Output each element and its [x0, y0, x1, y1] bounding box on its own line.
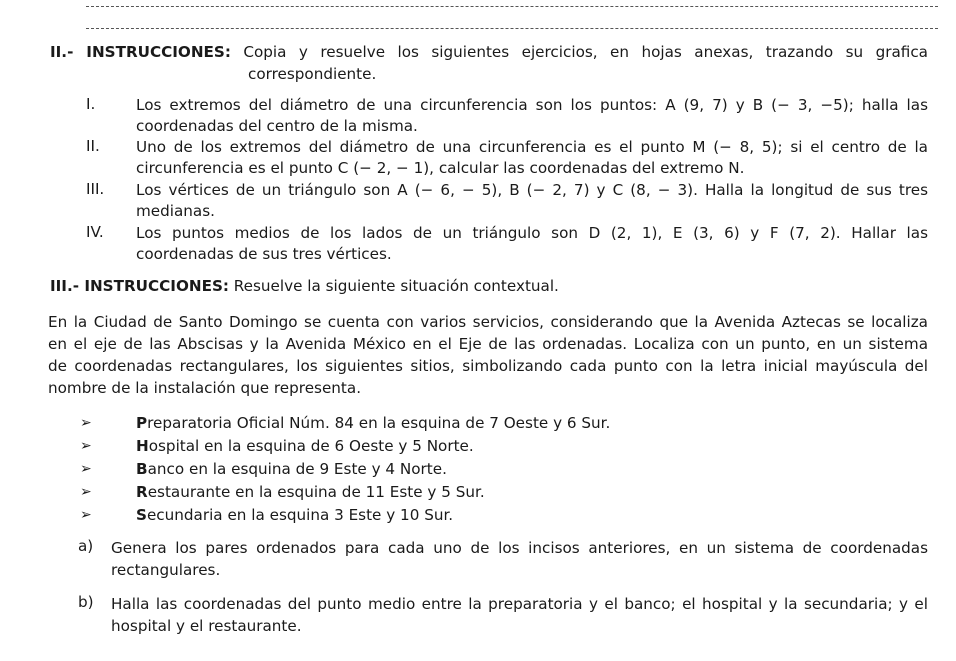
exercise-text-line1: Los extremos del diámetro de una circunferencia son los puntos: A (9, 7) y B (− 3, −5); halla las: [136, 96, 928, 114]
section3-heading: III.- INSTRUCCIONES:: [50, 277, 229, 295]
place-rest: estaurante en la esquina de 11 Este y 5 Sur.: [147, 483, 485, 501]
place-rest: ospital en la esquina de 6 Oeste y 5 Norte.: [148, 437, 474, 455]
arrow-bullet-icon: ➢: [80, 461, 92, 477]
section2-heading-line: [50, 42, 928, 63]
paragraph-line: nombre de la instalación que representa.: [48, 379, 362, 397]
exercise-text-line1: Los vértices de un triángulo son A (− 6, − 5), B (− 2, 7) y C (8, − 3). Halla la longitud de sus tres: [136, 181, 928, 199]
task-text-line2: hospital y el restaurante.: [111, 617, 302, 635]
paragraph-line: en el eje de las Abscisas y la Avenida México en el Eje de las ordenadas. Localiza con un punto, en un sistema: [48, 335, 928, 353]
task-text-line2: rectangulares.: [111, 561, 221, 579]
task-label: a): [78, 537, 94, 555]
exercise-text-line2: coordenadas del centro de la misma.: [136, 117, 418, 135]
exercise-numeral: II.: [86, 137, 100, 155]
paragraph-line: de coordenadas rectangulares, los siguientes sitios, simbolizando cada punto con la letra inicial mayúscula del: [48, 357, 928, 375]
section3-heading-line: [50, 276, 559, 297]
exercise-numeral: IV.: [86, 223, 104, 241]
section2-heading: II.- INSTRUCCIONES:: [50, 43, 231, 61]
place-text: [136, 437, 474, 455]
place-rest: reparatoria Oficial Núm. 84 en la esquina de 7 Oeste y 6 Sur.: [147, 414, 611, 432]
top-dashed-rule-1: [86, 6, 938, 7]
section3-instruction: Resuelve la siguiente situación contextual.: [233, 277, 559, 295]
task-text-line1: Genera los pares ordenados para cada uno de los incisos anteriores, en un sistema de coordenadas: [111, 539, 928, 557]
task-text-line1: Halla las coordenadas del punto medio entre la preparatoria y el banco; el hospital y la secundaria; y el: [111, 595, 928, 613]
place-text: [136, 506, 453, 524]
place-rest: ecundaria en la esquina 3 Este y 10 Sur.: [146, 506, 454, 524]
exercise-text-line1: Los puntos medios de los lados de un triángulo son D (2, 1), E (3, 6) y F (7, 2). Hallar las: [136, 224, 928, 242]
place-initial: S: [136, 506, 147, 524]
place-rest: anco en la esquina de 9 Este y 4 Norte.: [147, 460, 447, 478]
arrow-bullet-icon: ➢: [80, 438, 92, 454]
section2-instruction-cont: correspondiente.: [248, 65, 377, 83]
exercise-numeral: I.: [86, 95, 96, 113]
place-initial: H: [136, 437, 149, 455]
exercise-numeral: III.: [86, 180, 105, 198]
exercise-text-line2: medianas.: [136, 202, 215, 220]
arrow-bullet-icon: ➢: [80, 507, 92, 523]
paragraph-line: En la Ciudad de Santo Domingo se cuenta con varios servicios, considerando que la Avenida Aztecas se localiza: [48, 313, 928, 331]
section2-instruction: Copia y resuelve los siguientes ejercicios, en hojas anexas, trazando su grafica: [243, 43, 928, 61]
place-initial: B: [136, 460, 148, 478]
place-text: [136, 414, 610, 432]
place-initial: P: [136, 414, 148, 432]
exercise-text-line1: Uno de los extremos del diámetro de una circunferencia es el punto M (− 8, 5); si el centro de la: [136, 138, 928, 156]
place-initial: R: [136, 483, 148, 501]
exercise-text-line2: coordenadas de sus tres vértices.: [136, 245, 392, 263]
task-label: b): [78, 593, 94, 611]
place-text: [136, 460, 447, 478]
arrow-bullet-icon: ➢: [80, 415, 92, 431]
place-text: [136, 483, 485, 501]
top-dashed-rule-2: [86, 28, 938, 29]
arrow-bullet-icon: ➢: [80, 484, 92, 500]
exercise-text-line2: circunferencia es el punto C (− 2, − 1), calcular las coordenadas del extremo N.: [136, 159, 745, 177]
